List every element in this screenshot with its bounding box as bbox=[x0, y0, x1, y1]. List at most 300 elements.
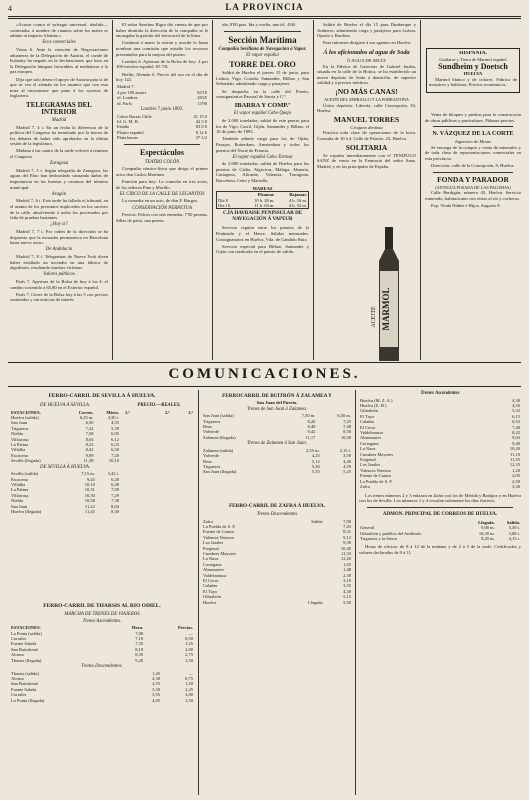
table-cell: Almonaster bbox=[203, 567, 224, 573]
table-cell: Tharsis (salida) bbox=[11, 670, 39, 676]
table-cell: Corrales bbox=[11, 636, 27, 641]
ship-name: El vapor español Cabo Tortosa bbox=[232, 154, 293, 160]
ad-subheading: ACEITE DEL SERRALLO Y LA FORRANTINA bbox=[324, 96, 409, 102]
ad-subheading: Cirujano dentista bbox=[350, 124, 383, 130]
table-row bbox=[202, 469, 352, 474]
table-cell: 11,55 bbox=[510, 457, 520, 463]
table-header bbox=[124, 410, 194, 415]
table-cell: — bbox=[188, 670, 193, 676]
ad-heading: Á los aficionados al agua de Soda bbox=[323, 48, 410, 56]
table-cell: 83 0 0 bbox=[195, 124, 207, 130]
timetable-subtitle: Trenes Ascendentes. bbox=[82, 618, 122, 624]
table-cell: Escacena bbox=[11, 476, 28, 482]
table-cell: 1,50 bbox=[185, 681, 193, 687]
table-cell: 4 h. 52 m. bbox=[288, 203, 307, 209]
table-cell: 10,10 bbox=[84, 482, 95, 488]
market-table bbox=[116, 84, 208, 106]
table-cell: 8,04 bbox=[111, 503, 119, 509]
dateline: Zaragoza bbox=[49, 161, 69, 167]
table-cell: 3,50 bbox=[343, 453, 351, 459]
table-cell: Huelva (salida) bbox=[11, 415, 39, 420]
table-row bbox=[202, 435, 352, 440]
table-cell: Plomo español bbox=[117, 129, 144, 135]
table-cell: Gibraleón bbox=[360, 408, 378, 414]
table-row bbox=[217, 203, 309, 209]
table-cell: Sevilla (llegada) bbox=[11, 458, 41, 464]
table-cell: El Cerro bbox=[360, 424, 376, 430]
table-cell: 6,20 bbox=[111, 476, 119, 482]
hispania-ad bbox=[426, 48, 520, 93]
timetable bbox=[202, 413, 352, 440]
table-cell: 10,31 bbox=[84, 487, 95, 493]
table-cell: San Juan (llegada) bbox=[203, 469, 237, 475]
table-cell: Cumbres Mayores bbox=[203, 551, 237, 557]
table-cell: Plata barras bbox=[117, 135, 139, 141]
ad-text: Calle Berdigón, número 45, Huelva. Servicio esmerado, habitaciones con vistas al río y cocheras. bbox=[425, 190, 521, 201]
table-cell: 11,38 bbox=[83, 458, 94, 464]
table-cell: 3,00 bbox=[185, 692, 193, 698]
table-cell: San Juan bbox=[11, 420, 28, 426]
railway-sevilla-huelva bbox=[10, 390, 194, 590]
ad-text: Esp. Viuda Núñez é Hijos, Augusto 8. bbox=[431, 203, 501, 209]
table-cell: 7,32 bbox=[85, 425, 94, 431]
table-row bbox=[10, 509, 120, 514]
table-cell: General bbox=[360, 525, 375, 531]
table-cell: 6,25 m. bbox=[79, 415, 94, 420]
metals-table bbox=[116, 114, 208, 141]
table-cell: 5,32 bbox=[512, 408, 520, 414]
timetable-title: FERRO-CARRIL DE SEVILLA Á HUELVA. bbox=[48, 393, 156, 399]
table-cell: Calañas bbox=[360, 419, 375, 425]
column-rule bbox=[198, 390, 199, 795]
bottle-brand-text: ACEITE bbox=[371, 306, 377, 328]
maritime-heading: Sección Marítima bbox=[228, 34, 297, 45]
table-cell: 8,23 bbox=[85, 442, 94, 448]
table-cell: Día 10 bbox=[218, 203, 231, 209]
table-cell: 3,50 bbox=[185, 657, 193, 663]
timetable-subtitle: DE HUELVA Á SEVILLA. bbox=[39, 403, 90, 408]
article-text: Se despacha en la calle del Puerto, consignatarios Pascual de Sarria y C.ª bbox=[216, 88, 309, 100]
table-cell: 9,00 m. bbox=[481, 525, 495, 531]
ship-intro: El vapor español bbox=[246, 53, 279, 59]
article-text: Función para hoy: La comedia en tres actos, de los señores Pina y Morillo. bbox=[116, 178, 208, 190]
timetable bbox=[10, 625, 194, 663]
table-cell: Trigueros bbox=[11, 425, 29, 431]
page-number: 4 bbox=[8, 4, 12, 13]
table-cell: Los Jarales bbox=[360, 462, 381, 468]
table-cell: Villalba bbox=[11, 482, 26, 488]
table-cell: 5,55 bbox=[311, 469, 320, 475]
table-cell: 6,50 bbox=[111, 447, 119, 453]
table-cell: 2.ª bbox=[164, 409, 170, 415]
table-cell: Zalamea (llegada) bbox=[203, 434, 236, 440]
table-cell: 4,05 bbox=[152, 697, 160, 703]
ad-heading: FONDA Y PARADOR bbox=[437, 174, 509, 184]
table-cell: 4 h. 16 m. bbox=[288, 197, 307, 203]
column-2 bbox=[116, 22, 208, 360]
table-cell: Pleamar. bbox=[257, 192, 275, 198]
table-cell: 2,55 bbox=[152, 681, 160, 687]
table-cell: 1,45 bbox=[152, 670, 160, 676]
table-cell: 10,10 bbox=[108, 458, 119, 464]
timetable-subtitle: Trenes de Zalamea á San Juan. bbox=[246, 441, 308, 447]
table-cell: Llegada bbox=[307, 599, 323, 605]
table-cell: Id. G. M. B. bbox=[117, 118, 139, 124]
table-cell: San Juan (salida) bbox=[203, 413, 234, 419]
railway-zafra-huelva bbox=[202, 500, 352, 796]
table-cell: 7,43 bbox=[343, 524, 351, 529]
column-rule bbox=[313, 20, 314, 360]
table-cell: Salida bbox=[311, 518, 323, 524]
ad-text: Se expulsa inmediatamente con el TENIFUGO SANZ de venta en la Farmacia del señor Sanz, Madrid, y en las principales de España. bbox=[317, 152, 416, 169]
column-rule bbox=[420, 20, 421, 360]
article-text: También admite carga para los de Ojián, Pasajes, Rotterdam, Amsterdam y todos los puertos del Norte de Francia. bbox=[216, 136, 309, 153]
article-text: El señor Sanchez Rigor dio cuenta de que por haber dimitido la dirección de la compañía se le encargaba la gestión del ferrocarril de la línea. bbox=[116, 22, 208, 39]
table-cell: 9,12 bbox=[343, 534, 351, 540]
table-cell: 9,03 bbox=[512, 435, 520, 441]
railway-tharsis bbox=[10, 600, 194, 796]
table-cell: 42 5 0 bbox=[195, 118, 207, 124]
table-cell: La Punta (llegada) bbox=[11, 697, 45, 703]
timetable-title: FERROCARRIL DE BUITRÓN Á ZALAMEA Y bbox=[222, 393, 332, 399]
table-cell: 4,15 t. bbox=[508, 535, 520, 541]
article-text: Servicio regular entre los puertos de la Península y el Havre. Salidas mensuales. Consignatarios en Huelva, Vda. de Cándido Ruiz. bbox=[216, 225, 309, 242]
bottle-neck bbox=[385, 227, 393, 249]
table-row bbox=[116, 135, 208, 140]
table-cell: Fuente Salada bbox=[11, 686, 37, 692]
table-cell: 4,50 bbox=[512, 403, 520, 408]
table-cell: 1,20 bbox=[512, 467, 520, 473]
table-cell: San Bartolomé bbox=[11, 681, 38, 687]
table-cell: Valverde bbox=[203, 429, 219, 435]
table-cell: 6,05 bbox=[111, 431, 119, 437]
divider bbox=[124, 144, 200, 145]
table-row bbox=[116, 101, 208, 106]
table-cell: 7,35 bbox=[135, 641, 144, 647]
article-text: «Acusar contra el sufragio universal, abolido—contestaba, á nombre de cuantos sobre los males se admite al imperio Alemán.» bbox=[10, 22, 108, 39]
divider bbox=[367, 507, 513, 508]
table-cell: 11,33 bbox=[341, 551, 351, 557]
table-cell: La Palma bbox=[11, 442, 29, 448]
table-cell: Huelva (M. Z. A.) bbox=[360, 397, 393, 403]
table-cell: 7,25 bbox=[343, 418, 351, 424]
table-cell: 11,17 bbox=[305, 434, 316, 440]
table-cell: 1,05 bbox=[343, 561, 351, 567]
column-5 bbox=[425, 112, 521, 360]
table-cell: Valdelamusa bbox=[203, 572, 226, 578]
dateline: Valores públicos bbox=[43, 272, 75, 278]
table-cell: Zalamea (salida) bbox=[203, 447, 234, 453]
table-cell: 7,20 bbox=[111, 452, 119, 458]
table-cell: 4,55 bbox=[111, 420, 119, 426]
table-cell: 11,10 bbox=[510, 451, 520, 457]
table-cell: 5,30 t. bbox=[508, 525, 520, 531]
table-cell: 41 15 0 bbox=[193, 113, 207, 119]
table-cell: 5,50 bbox=[343, 599, 351, 605]
article-text: Madrid 7, 4 t. En un fecha la diferencia de la política del Congreso ha terminado por la fuerza de los debates de haber sido aprobados en la última sesión de la legislatura. bbox=[10, 124, 108, 147]
table-cell: Calañas bbox=[203, 583, 218, 589]
table-cell: 12,20 bbox=[340, 556, 351, 562]
table-row bbox=[359, 536, 521, 541]
table-cell: 65'10 bbox=[197, 89, 207, 95]
article-text: París 7. Cierre de la Bolsa hoy á las 5 con precios sostenidos y sin noticias de interés. bbox=[10, 291, 108, 303]
table-cell: Cortegana bbox=[203, 561, 222, 567]
table-cell: Sevilla (salida) bbox=[11, 471, 39, 477]
table-cell: 3.ª bbox=[188, 409, 193, 415]
table-cell: 4,59 bbox=[343, 464, 351, 470]
article-text: Viena 6. Ante la votación de Negociaciones aduaneras de la Delegación de Austria, el conde de Kalnoky ha negado en la declaraciones que hizo en la Delegación húngara favorables al mediatizar á la paz europea. bbox=[10, 46, 108, 75]
table-cell: 10,50 bbox=[84, 492, 95, 498]
table-cell: 11,22 bbox=[84, 503, 95, 509]
table-cell: Huelva bbox=[203, 599, 216, 605]
article-text: Madrid 7, 8 t. Telegramas de Nueva York dicen haber estallado un incendio en una fábrica de algodones, resultando muchas víctimas. bbox=[10, 253, 108, 271]
table-cell: Corrales bbox=[11, 692, 27, 698]
table-cell: Zafra bbox=[360, 484, 370, 490]
railway-ascending-and-post bbox=[359, 390, 521, 796]
table-cell: 7,15 m. bbox=[81, 471, 95, 477]
table-cell: 8,58 bbox=[343, 429, 351, 435]
table-cell: El Cerro bbox=[203, 578, 219, 584]
table-cell: 11 h. 04 m. bbox=[254, 203, 275, 209]
table-cell: Cumbres Mayores bbox=[360, 451, 394, 457]
table-cell: 4,25 bbox=[311, 453, 320, 459]
ad-subheading: (ANTIGUA POSADA DE LAS PALOMAS) bbox=[435, 184, 511, 190]
table-cell: San Juan bbox=[11, 503, 28, 509]
table-cell: Correo. bbox=[78, 409, 94, 415]
table-cell: 1.ª bbox=[125, 409, 130, 415]
masthead-rule-2 bbox=[8, 18, 521, 19]
prices-table bbox=[124, 410, 194, 415]
timetable-subtitle: Trenes Ascendentes bbox=[420, 391, 460, 396]
table-cell: La Nava bbox=[360, 446, 376, 452]
table-cell: San Bartolomé bbox=[11, 646, 38, 652]
table-cell: 2,50 bbox=[512, 478, 520, 484]
table-cell: Madrid 7. bbox=[117, 84, 135, 90]
table-cell: 1,48 bbox=[343, 567, 351, 573]
table-cell: Valverde bbox=[203, 453, 219, 459]
table-cell: La Punta (salida) bbox=[11, 630, 42, 636]
table-cell: La Puebla de S. F. bbox=[360, 478, 393, 484]
table-cell: 9,58 bbox=[343, 540, 351, 546]
table-cell: Fuente Salada bbox=[11, 641, 37, 647]
column-3 bbox=[216, 22, 309, 360]
ad-text: Practica toda clase de operaciones de la boca. Consulta de 10 á 4. Calle de Palacio, 23, Huelva. bbox=[317, 130, 416, 141]
table-cell: Alonso bbox=[11, 676, 25, 682]
table-cell: 7,29 bbox=[111, 492, 119, 498]
table-cell: ESTACIONES. bbox=[11, 625, 41, 631]
table-cell: 4,40 bbox=[343, 458, 351, 464]
timetable-subtitle: DE SEVILLA Á HUELVA. bbox=[39, 464, 90, 470]
article-text: Para informes dirigirse á sus agentes en Huelva. bbox=[323, 40, 412, 46]
table-cell: La Palma bbox=[11, 487, 29, 493]
theatre-name: TEATRO COLÓN bbox=[144, 159, 180, 165]
article-text: de 2.000 toneladas, saldrá de Huelva para los puertos de Cádiz, Algeciras, Málaga, Almería, Cartagena, Alicante, Valencia, Tarragona, Barcelona, Cette y Marsella. bbox=[216, 161, 309, 184]
table-cell: Beas bbox=[203, 458, 212, 464]
table-cell: 12,35 bbox=[509, 462, 520, 468]
dateline: Aragón bbox=[51, 191, 67, 197]
ad-text: En la Fábrica de Gaseosas de Gabriel Jaraba, situada en la calle de la Botica, se ha establecido un nuevo depósito de Soda á domicilio, de superior calidad y á precios módicos. bbox=[317, 63, 416, 86]
timetable-subtitle: MARCHA DE TRENES DE VIAJEROS bbox=[64, 612, 140, 617]
timetable bbox=[202, 519, 352, 606]
railway-buitron bbox=[202, 390, 352, 496]
table-cell: 2,05 bbox=[512, 473, 520, 479]
table-cell: id. Londres bbox=[117, 95, 138, 101]
tides-table bbox=[216, 191, 309, 209]
table-cell: Fuente de Cantos bbox=[360, 473, 392, 479]
table-cell: Los Jarales bbox=[203, 540, 224, 546]
timetable-subtitle: Trenes Descendentes bbox=[256, 512, 298, 517]
table-cell: 8,41 bbox=[85, 447, 94, 453]
table-cell: 6,15 bbox=[512, 413, 520, 419]
bottle-illustration bbox=[365, 227, 413, 363]
table-cell: 8,10 bbox=[135, 646, 144, 652]
table-cell: 10,40 bbox=[340, 545, 351, 551]
timetable bbox=[10, 471, 120, 514]
table-cell: 5,25 bbox=[343, 469, 351, 475]
table-cell: 10,58 bbox=[84, 498, 95, 504]
table-cell: Villarrasa bbox=[11, 492, 29, 498]
timetable-note: Los trenes números 2 y 3 enlazan en Zafra con los de Mérida y Badajoz y en Huelva con los de Sevilla. Los números 1 y 4 circulan solamente los días festivos. bbox=[359, 492, 521, 504]
divider bbox=[433, 172, 513, 173]
ad-text: Marmol blanco y de colores. Fábrica de mosaicos y baldosas. Precios económicos. bbox=[429, 76, 517, 88]
table-cell: Mixto. bbox=[106, 409, 119, 415]
table-cell: Bajamar. bbox=[289, 192, 307, 198]
table-cell: Huelva (llegada) bbox=[11, 509, 42, 515]
ad-heading: N. VÁZQUEZ DE LA CORTE bbox=[432, 130, 514, 138]
table-cell: Fregenal bbox=[203, 545, 219, 551]
table-cell: Villarrasa bbox=[11, 436, 29, 442]
table-cell: 3,10 bbox=[343, 578, 351, 584]
article-text: Compañía cómico-lírica que dirige el primer actor don Carlos Martínez. bbox=[116, 166, 208, 177]
dateline: De Andalucía bbox=[45, 247, 73, 253]
ad-text: Se encarga de la compra y venta de minerales y de toda clase de representaciones comerciales en esta provincia. bbox=[425, 144, 521, 161]
table-cell: 4 por 100 amort. bbox=[117, 89, 147, 95]
table-cell: 8,20 bbox=[307, 418, 316, 424]
shipping-company: Compañía Sevillana de Navegación á Vapor. bbox=[218, 46, 307, 52]
column-4 bbox=[317, 22, 416, 222]
ad-subheading: Ó AGUA DE SELTZ bbox=[346, 57, 386, 63]
ad-company: Sundheim y Doetsch bbox=[438, 62, 508, 72]
article-text: Madrid 7, 5 t. Según telegrafía de Zaragoza, las aguas del Ebro han desbordado causando daños de importancia en las huertas y caminos del término municipal. bbox=[10, 167, 108, 190]
table-cell: 7,40 bbox=[512, 424, 520, 430]
table-cell: Gibraleón y pueblos del Andévalo bbox=[360, 530, 422, 536]
theatre-name: CONSERVACIÓN PERPETUA bbox=[132, 205, 192, 211]
timetable bbox=[10, 671, 194, 703]
timetable-title-2: San Juan del Puerto. bbox=[256, 400, 298, 405]
table-cell: 8,45 m. bbox=[481, 535, 495, 541]
table-cell: 10,30 m. bbox=[478, 530, 495, 536]
table-cell: 3,30 bbox=[512, 484, 520, 490]
table-cell: 8,22 bbox=[512, 430, 520, 436]
article-text: Continuó á mano la sesión y acordó la Junta nombrar una comisión que estudie los recursos presentados para la mejora del puerto. bbox=[116, 40, 208, 57]
dateline: ¿Hoy sí? bbox=[50, 222, 68, 228]
newspaper-title: LA PROVINCIA bbox=[225, 2, 304, 12]
table-cell: 4,30 bbox=[512, 397, 520, 403]
table-row bbox=[10, 658, 194, 663]
table-cell: 3,42 t. bbox=[107, 471, 119, 477]
table-row bbox=[359, 484, 521, 489]
market-date: Londres 7 junio 1893. bbox=[140, 106, 184, 112]
masthead bbox=[8, 2, 521, 16]
table-cell: 8,40 bbox=[307, 424, 316, 429]
table-cell: — bbox=[188, 630, 193, 636]
article-text: Saldrá de Huelva el día 15 para Dunkerque y Amberes, admitiendo carga y pasajeros para Lisboa, Oporto y Burdeos. bbox=[317, 22, 416, 39]
column-rule bbox=[112, 20, 113, 360]
table-cell: El Tuyo bbox=[360, 413, 375, 419]
ad-heading: HISPANIA. bbox=[459, 51, 487, 56]
table-cell: 5,15 bbox=[343, 594, 351, 600]
ad-city: HUELVA bbox=[463, 71, 483, 77]
ad-subheading: Ingeniero de Minas bbox=[455, 139, 491, 145]
article-text: ida, 9'00 ptas. Ida y vuelta, una id., 4'60. bbox=[222, 22, 297, 27]
theatre-name: EL CIRCO DE LA CALLE DE LEGANITOS bbox=[119, 191, 205, 197]
table-cell: Día 8 bbox=[218, 197, 228, 203]
table-cell: Cortegana bbox=[360, 440, 379, 446]
prices-title: PRECIO.—REALES. bbox=[137, 403, 181, 408]
table-cell: id. París bbox=[117, 100, 132, 106]
table-cell: 2,15 t. bbox=[339, 447, 351, 453]
table-cell: 8,04 bbox=[85, 436, 94, 442]
table-cell: 9,40 bbox=[512, 440, 520, 446]
table-cell: 6,50 bbox=[85, 420, 94, 426]
shipping-company: C.ÍA HAVRAISE PENINSULAR DE NAVEGACIÓN Á VAPEUR bbox=[222, 211, 303, 223]
communications-title: COMUNICACIONES. bbox=[168, 366, 361, 382]
table-cell: Gibraleón bbox=[203, 594, 221, 600]
table-cell: 7,09 bbox=[111, 487, 119, 493]
table-cell: 5,39 bbox=[111, 425, 119, 431]
article-text: Saldrá de Huelva el jueves 15 de junio, para Lisboa, Vigo, Coruña, Santander, Bilbao y San Sebastián, admitiendo carga y pasajeros. bbox=[216, 70, 309, 87]
column-1 bbox=[10, 22, 108, 360]
table-cell: ESTACIONES. bbox=[11, 409, 41, 415]
table-cell: 28'25 bbox=[197, 95, 207, 101]
table-cell: Valencia Ventoso bbox=[360, 467, 392, 473]
table-cell: 3,50 bbox=[185, 697, 193, 703]
table-cell: 9,09 bbox=[85, 452, 94, 458]
ad-text: Venta de bloques y piedras para la construcción de obras públicas y particulares. Pídanse precios. bbox=[425, 112, 521, 123]
table-cell: 7,00 bbox=[135, 630, 144, 636]
table-cell: Valdelamusa bbox=[360, 430, 383, 436]
ship-name: El vapor español Cabo Quejo bbox=[233, 111, 292, 117]
table-cell: Llegada. bbox=[478, 519, 495, 525]
table-cell: 2,30 bbox=[343, 572, 351, 578]
table-cell: La Puebla de S. F. bbox=[203, 524, 236, 529]
timetable-subtitle: Trenes Descendentes. bbox=[81, 664, 123, 670]
ad-subheading: Guiñarse y Tierra de Marmol español bbox=[439, 56, 507, 62]
table-cell: 6,48 bbox=[111, 482, 119, 488]
column-rule bbox=[212, 20, 213, 360]
table-cell: Beas bbox=[203, 424, 212, 429]
table-row bbox=[202, 600, 352, 605]
table-cell: Fuente de Cantos bbox=[203, 529, 235, 535]
table-cell: 10 h. 28 m. bbox=[254, 197, 275, 203]
ad-text: Único depósito: Librería, calle Concepción, 10, Huelva. bbox=[317, 102, 416, 114]
article-text: La comedia en un acto, de don F. Burgos. bbox=[122, 198, 199, 204]
timetable-subtitle: Trenes de San Juan á Zalamea. bbox=[246, 406, 308, 412]
timetable bbox=[10, 410, 120, 464]
post-office-title: ADMON. PRINCIPAL DE CORREOS DE HUELVA. bbox=[382, 511, 498, 517]
timetable-title: FERRO-CARRIL DE ZAFRA Á HUELVA. bbox=[228, 503, 326, 509]
ad-heading: SOLITARIA bbox=[345, 142, 388, 152]
table-cell: 7,38 bbox=[111, 498, 119, 504]
table-cell: Niebla bbox=[11, 498, 23, 504]
table-cell: 7,00 bbox=[343, 518, 351, 524]
table-cell: 9,20 bbox=[135, 657, 144, 663]
table-cell: 3,00 t. bbox=[508, 530, 520, 536]
table-cell: 7,58 bbox=[85, 431, 94, 437]
table-cell: 8,35 bbox=[135, 652, 144, 658]
table-cell: 7,48 bbox=[343, 424, 351, 429]
table-cell: Fregenal bbox=[360, 457, 376, 463]
